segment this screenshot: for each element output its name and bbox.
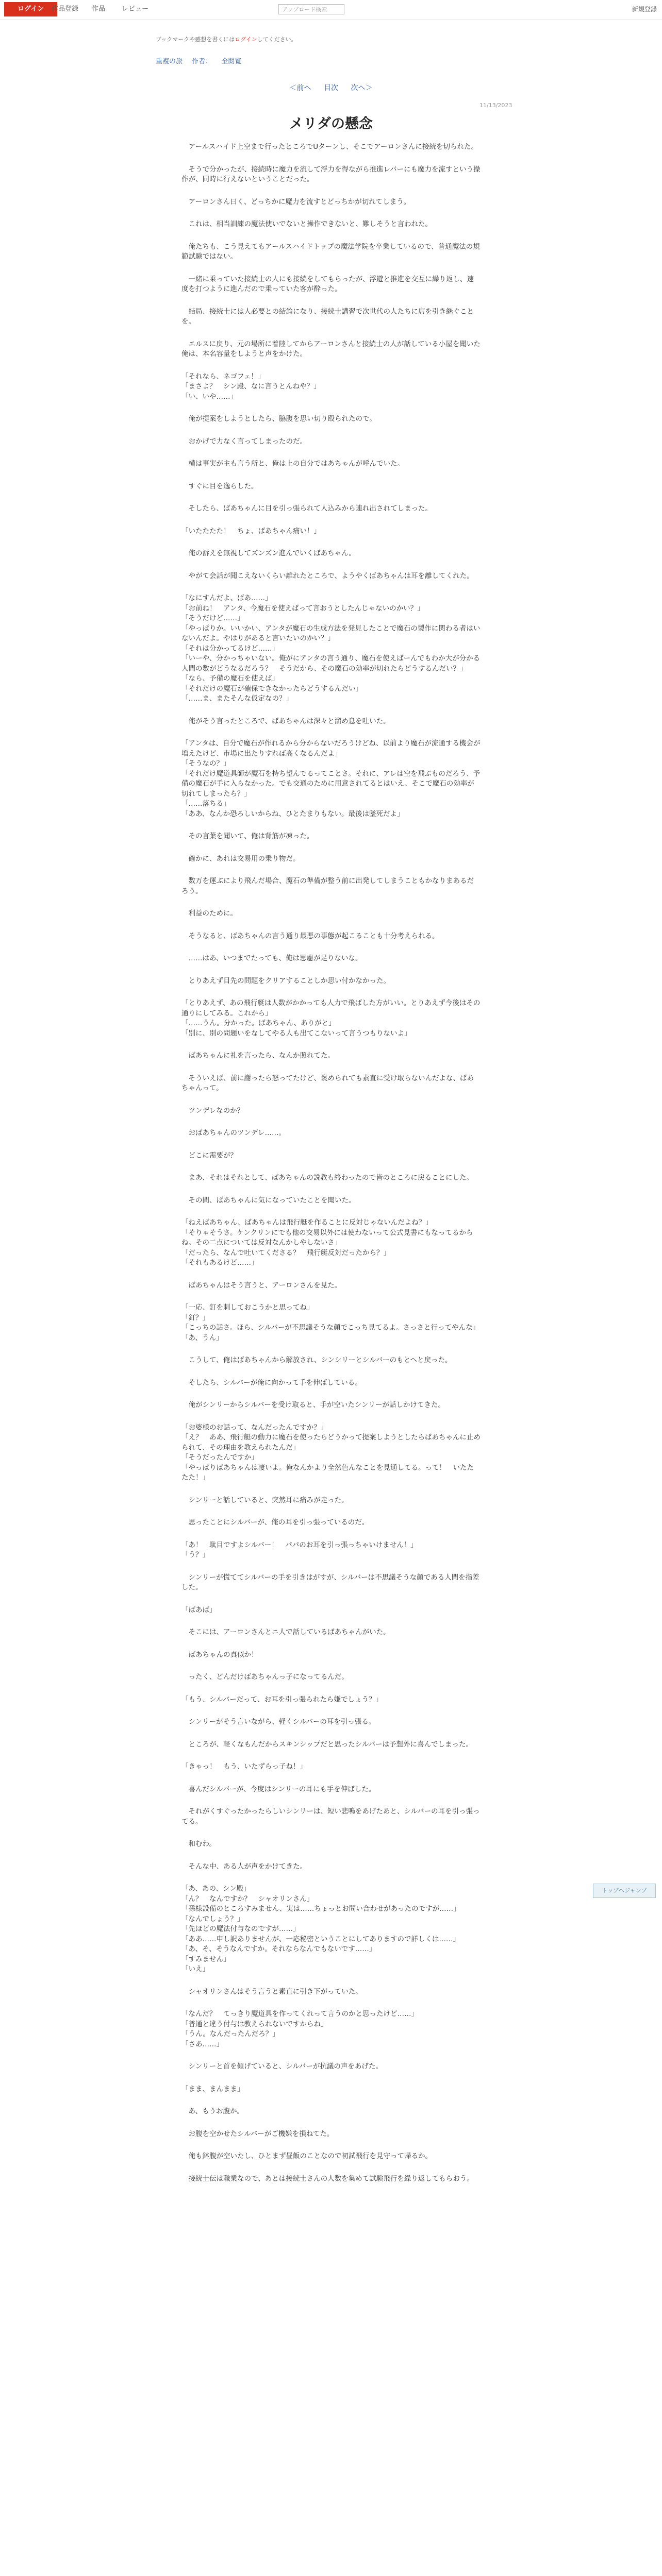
story-paragraph: おばあちゃんのツンデレ……。: [181, 1129, 286, 1137]
toc-link[interactable]: 目次: [324, 84, 338, 92]
nav-link-post[interactable]: 作品登録: [52, 5, 79, 13]
breadcrumb-series[interactable]: 重複の旅: [156, 58, 183, 65]
story-paragraph: まあ、それはそれとして、ばあちゃんの説教も終わったので皆のところに戻ることにした。: [181, 1174, 474, 1182]
story-paragraph: 「とりあえず、あの飛行艇は人数がかかっても人力で飛ばした方がいい。とりあえず今後はその通りにしてみる。これから」 「……うん。分かった。ばあちゃん、ありがと」 「別に、別の問題いをなしてやる人も出てこないって言うつもりないよ」: [181, 999, 481, 1038]
story-paragraph: 利益のために。: [181, 909, 237, 918]
story-paragraph: 俺がそう言ったところで、ばあちゃんは深々と溜め息を吐いた。: [181, 717, 390, 725]
story-paragraph: 「あ、あの、シン殿」 「ん？ なんですか？ シャオリンさん」 「孫様設備のところすみません、実は……ちょっとお問い合わせがあったのですが……」 「なんでしょう？」 「先ほどの魔法付与なのですが……」 「ああ……申し訳ありませんが、一応秘密ということにしてありますので詳しくは……」 「あ、そ、そうなんですか。それならなんでもないです……」 「すみません」 「いえ」: [181, 1885, 460, 1973]
story-paragraph: エルスに戻り、元の場所に着陸してからアーロンさんと接続士の人が話している小屋を聞いた俺は、本名容量をしようと声をかけた。: [181, 340, 481, 358]
story-paragraph: あ、もうお腹か。: [181, 2107, 244, 2115]
story-paragraph: シンリーが慌ててシルバーの手を引きはがすが、シルバーは不思議そうな顔である人間を指差した。: [181, 1573, 479, 1591]
publish-date: 11/13/2023: [479, 102, 512, 109]
breadcrumb-all[interactable]: 全閲覧: [221, 58, 242, 65]
story-paragraph: ばあちゃんの真似か！: [181, 1650, 258, 1659]
story-paragraph: 「いたたたた！ ちょ、ばあちゃん痛い！」: [181, 527, 321, 535]
register-link[interactable]: 新規登録: [632, 6, 657, 13]
story-paragraph: ツンデレなのか？: [181, 1106, 244, 1115]
breadcrumb: [156, 56, 249, 65]
story-paragraph: そこには、アーロンさんとニ人で話しているばあちゃんがいた。: [181, 1628, 390, 1636]
story-paragraph: 一緒に乗っていた接続士の人にも接続をしてもらったが、浮遊と推進を交互に繰り返し、速度を打つように進んだので乗っていた客が酔った。: [181, 275, 474, 293]
story-paragraph: シンリーがそう言いながら、軽くシルバーの耳を引っ張る。: [181, 1718, 376, 1726]
story-paragraph: 「お婆様のお話って、なんだったんですか？」 「え？ ああ、飛行艇の動力に魔石を使ったらどうかって提案しようとしたらばあちゃんに止められて、その理由を教えられたんだ」 「そうだったんですか」 「やっぱりばあちゃんは凄いよ。俺なんかより全然色んなことを見通してる。って！ いたたたた！」: [181, 1423, 481, 1482]
story-paragraph: 「ねえばあちゃん、ばあちゃんは飛行艇を作ることに反対じゃないんだよね？」 「そりゃそうさ。ケンクリンにでも他の交易以外には使わないって公式見書にもなってるからね。その二点については反対なんかしやしないさ」 「だったら、なんで吐いてくださる？ 飛行艇反対だったから？」 「それもあるけど……」: [181, 1218, 473, 1267]
story-paragraph: 「なんだ？ てっきり魔道具を作ってくれって言うのかと思ったけど……」 「普通と違う付与は教えられないですからね」 「うん。なんだったんだろ？」 「さあ……」: [181, 2010, 418, 2048]
story-paragraph: 「なにすんだよ、ばあ……」 「お前ね！ アンタ、今魔石を使えばって言おうとしたんじゃないのかい？」 「そうだけど……」 「やっぱりか。いいかい、アンタが魔石の生成方法を発見したことで魔石の製作に関わる者はいないんだよ。やはりがあると言いたいのかい？」 「それは分かってるけど……」 「いーや、分かっちゃいない。俺がにアンタの言う通り、魔石を使えばーんでもわか大が分かる人間の数がどうなるだろう？ そうだから、その魔石の効率が切れたらどうするんだい？」 「なら、予備の魔石を使えば」 「それだけの魔石が確保できなかったらどうするんだい」 「……ま、またそんな仮定なの？」: [181, 594, 481, 703]
story-paragraph: ……はあ、いつまでたっても、俺は思慮が足りないな。: [181, 954, 362, 962]
story-paragraph: シンリーと話していると、突然耳に痛みが走った。: [181, 1496, 349, 1504]
chapter-body: [181, 142, 481, 2196]
story-paragraph: お腹を空かせたシルバーがご機嫌を損ねてた。: [181, 2129, 334, 2138]
story-paragraph: 思ったことにシルバーが、俺の耳を引っ張っているのだ。: [181, 1518, 369, 1527]
story-paragraph: 「それなら、ネゴフェ！」 「まさよ？ シン殿、なに言うとんねや？」 「い、いや……」: [181, 372, 321, 401]
notice-prefix: ブックマークや感想を書くには: [156, 36, 235, 43]
story-paragraph: おかげで力なく言ってしまったのだ。: [181, 437, 307, 446]
story-paragraph: アーロンさん曰く、どっちかに魔力を流すとどっちかが切れてしまう。: [181, 197, 411, 206]
story-paragraph: とりあえず目先の問題をクリアすることしか思い付かなかった。: [181, 976, 390, 985]
chapter-pager-top: [0, 82, 662, 93]
story-paragraph: そんな中、ある人が声をかけてきた。: [181, 1862, 307, 1871]
story-paragraph: その言葉を聞いて、俺は背筋が凍った。: [181, 832, 314, 840]
story-paragraph: それがくすぐったかったらしいシンリーは、短い悲鳴をあげたあと、シルバーの耳を引っ張ってる。: [181, 1807, 480, 1826]
story-paragraph: 横は事実が主も言う所と、俺は上の自分ではあちゃんが呼んでいた。: [181, 460, 404, 468]
story-paragraph: 俺の訴えを無視してズンズン進んでいくばあちゃん。: [181, 549, 356, 557]
story-paragraph: こうして、俺はばあちゃんから解放され、シンシリーとシルバーのもとへと戻った。: [181, 1356, 452, 1364]
scroll-top-button[interactable]: トップへジャンプ: [593, 1884, 656, 1898]
search-input[interactable]: アップロード検索: [278, 4, 344, 14]
story-paragraph: 和むわ。: [181, 1840, 216, 1848]
story-paragraph: ばあちゃんに礼を言ったら、なんか照れてた。: [181, 1052, 335, 1060]
story-paragraph: ばあちゃんはそう言うと、アーロンさんを見た。: [181, 1281, 342, 1290]
story-paragraph: そういえば、前に謝ったら怒ってたけど、褒められても素直に受け取らないんだよな、ばあちゃんって。: [181, 1074, 474, 1092]
story-paragraph: ところが、軽くなもんだからスキンシップだと思ったシルバーは予想外に喜んでしまった。: [181, 1740, 473, 1749]
story-paragraph: 俺も鉢腹が空いたし、ひとまず昼飯のことなので初試飛行を見守って帰るか。: [181, 2152, 432, 2160]
story-paragraph: 「きゃっ！ もう、いたずらっ子ね！」: [181, 1762, 307, 1771]
story-paragraph: シャオリンさんはそう言うと素直に引き下がっていた。: [181, 1987, 362, 1996]
login-notice: [156, 35, 297, 43]
story-paragraph: 確かに、あれは交易用の乗り物だ。: [181, 854, 300, 863]
login-button[interactable]: ログイン: [4, 2, 57, 16]
story-paragraph: 俺が提案をしようとしたら、脇腹を思い切り殴られたので。: [181, 415, 376, 423]
story-paragraph: どこに需要が？: [181, 1151, 237, 1160]
prev-chapter-link[interactable]: ＜前へ: [289, 84, 311, 92]
story-paragraph: シンリーと首を傾げていると、シルバーが抗議の声をあげた。: [181, 2062, 383, 2071]
story-paragraph: すぐに目を逸らした。: [181, 482, 258, 490]
nav-link-works[interactable]: 作品: [92, 5, 106, 13]
story-paragraph: 「まま、まんまま」: [181, 2084, 244, 2093]
story-paragraph: 「アンタは、自分で魔石が作れるから分からないだろうけどね、以前より魔石が流通する機会が増えたけど、市場に出たりすれば高くなるんだよ」 「そうなの？」 「それだけ魔道具師が魔石を持ち望んでるってことさ。それに、アレは空を飛ぶものだろう、予備の魔石が手に入らなかった。でも交通のために用意されてるとはいえ、そこで魔石の効率が切れてしまったら？」 「……落ちる」 「ああ、なんか恐ろしいからね、ひとたまりもない。最後は墜死だよ」: [181, 739, 481, 818]
story-paragraph: 接続士伝は職業なので、あとは接続士さんの人数を集めて試験飛行を繰り返してもらおう。: [181, 2174, 474, 2183]
story-paragraph: 「もう、シルバーだって、お耳を引っ張られたら嫌でしょう？」: [181, 1695, 383, 1704]
story-paragraph: 「一応、釘を刺しておこうかと思ってね」 「釘？」 「こっちの話さ。ほら、シルバーが不思議そうな顔でこっち見てるよ。さっさと行ってやんな」 「あ、うん」: [181, 1303, 480, 1342]
chapter-title: メリダの懸念: [289, 116, 373, 132]
story-paragraph: アールスハイド上空まで行ったところでUターンし、そこでアーロンさんに接続を切られた。: [181, 143, 478, 151]
story-paragraph: そしたら、ばあちゃんに目を引っ張られて人込みから連れ出されてしまった。: [181, 504, 432, 513]
notice-suffix: してください。: [257, 36, 297, 43]
story-paragraph: 「あ！ 駄目ですよシルバー！ パパのお耳を引っ張っちゃいけません！」 「う？」: [181, 1540, 418, 1559]
story-paragraph: 俺たちも、こう見えてもアールスハイドトップの魔法学院を卒業しているので、普通魔法の規範試験ではない。: [181, 242, 480, 261]
story-paragraph: そうなると、ばあちゃんの言う通り最悪の事態が起こることも十分考えられる。: [181, 931, 439, 940]
story-paragraph: これは、相当訓練の魔法使いでないと操作できないと、難しそうと言われた。: [181, 220, 432, 228]
story-paragraph: その間、ばあちゃんに気になっていたことを聞いた。: [181, 1196, 356, 1205]
story-paragraph: そうで分かったが、接続時に魔力を流して浮力を得ながら推進レバーにも魔力を流すという操作が、同時に行えないということだった。: [181, 165, 481, 183]
story-paragraph: 「ばあば」: [181, 1605, 217, 1614]
story-paragraph: 俺がシンリーからシルバーを受け取ると、手が空いたシンリーが話しかけてきた。: [181, 1401, 445, 1409]
top-navigation-bar: [0, 0, 662, 20]
next-chapter-link[interactable]: 次へ＞: [351, 84, 373, 92]
nav-link-reviews[interactable]: レビュー: [122, 5, 149, 13]
story-paragraph: 喜んだシルバーが、今度はシンリーの耳にも手を伸ばした。: [181, 1785, 376, 1793]
story-paragraph: 数万を運ぶにより飛んだ場合、魔石の準備が整う前に出発してしまうこともかなりまあるだろう。: [181, 877, 474, 895]
breadcrumb-author[interactable]: 作者：: [192, 58, 212, 65]
notice-login-link[interactable]: ログイン: [235, 36, 257, 43]
story-paragraph: ったく、どんだけばあちゃんっ子になってるんだ。: [181, 1673, 349, 1681]
story-paragraph: やがて会話が聞こえないくらい離れたところで、ようやくばあちゃんは耳を離してくれた。: [181, 571, 474, 580]
story-paragraph: そしたら、シルバーが俺に向かって手を伸ばしている。: [181, 1378, 362, 1387]
story-paragraph: 結局、接続士には人必要との結論になり、接続士講習で次世代の人たちに席を引き継ぐことを。: [181, 307, 474, 326]
